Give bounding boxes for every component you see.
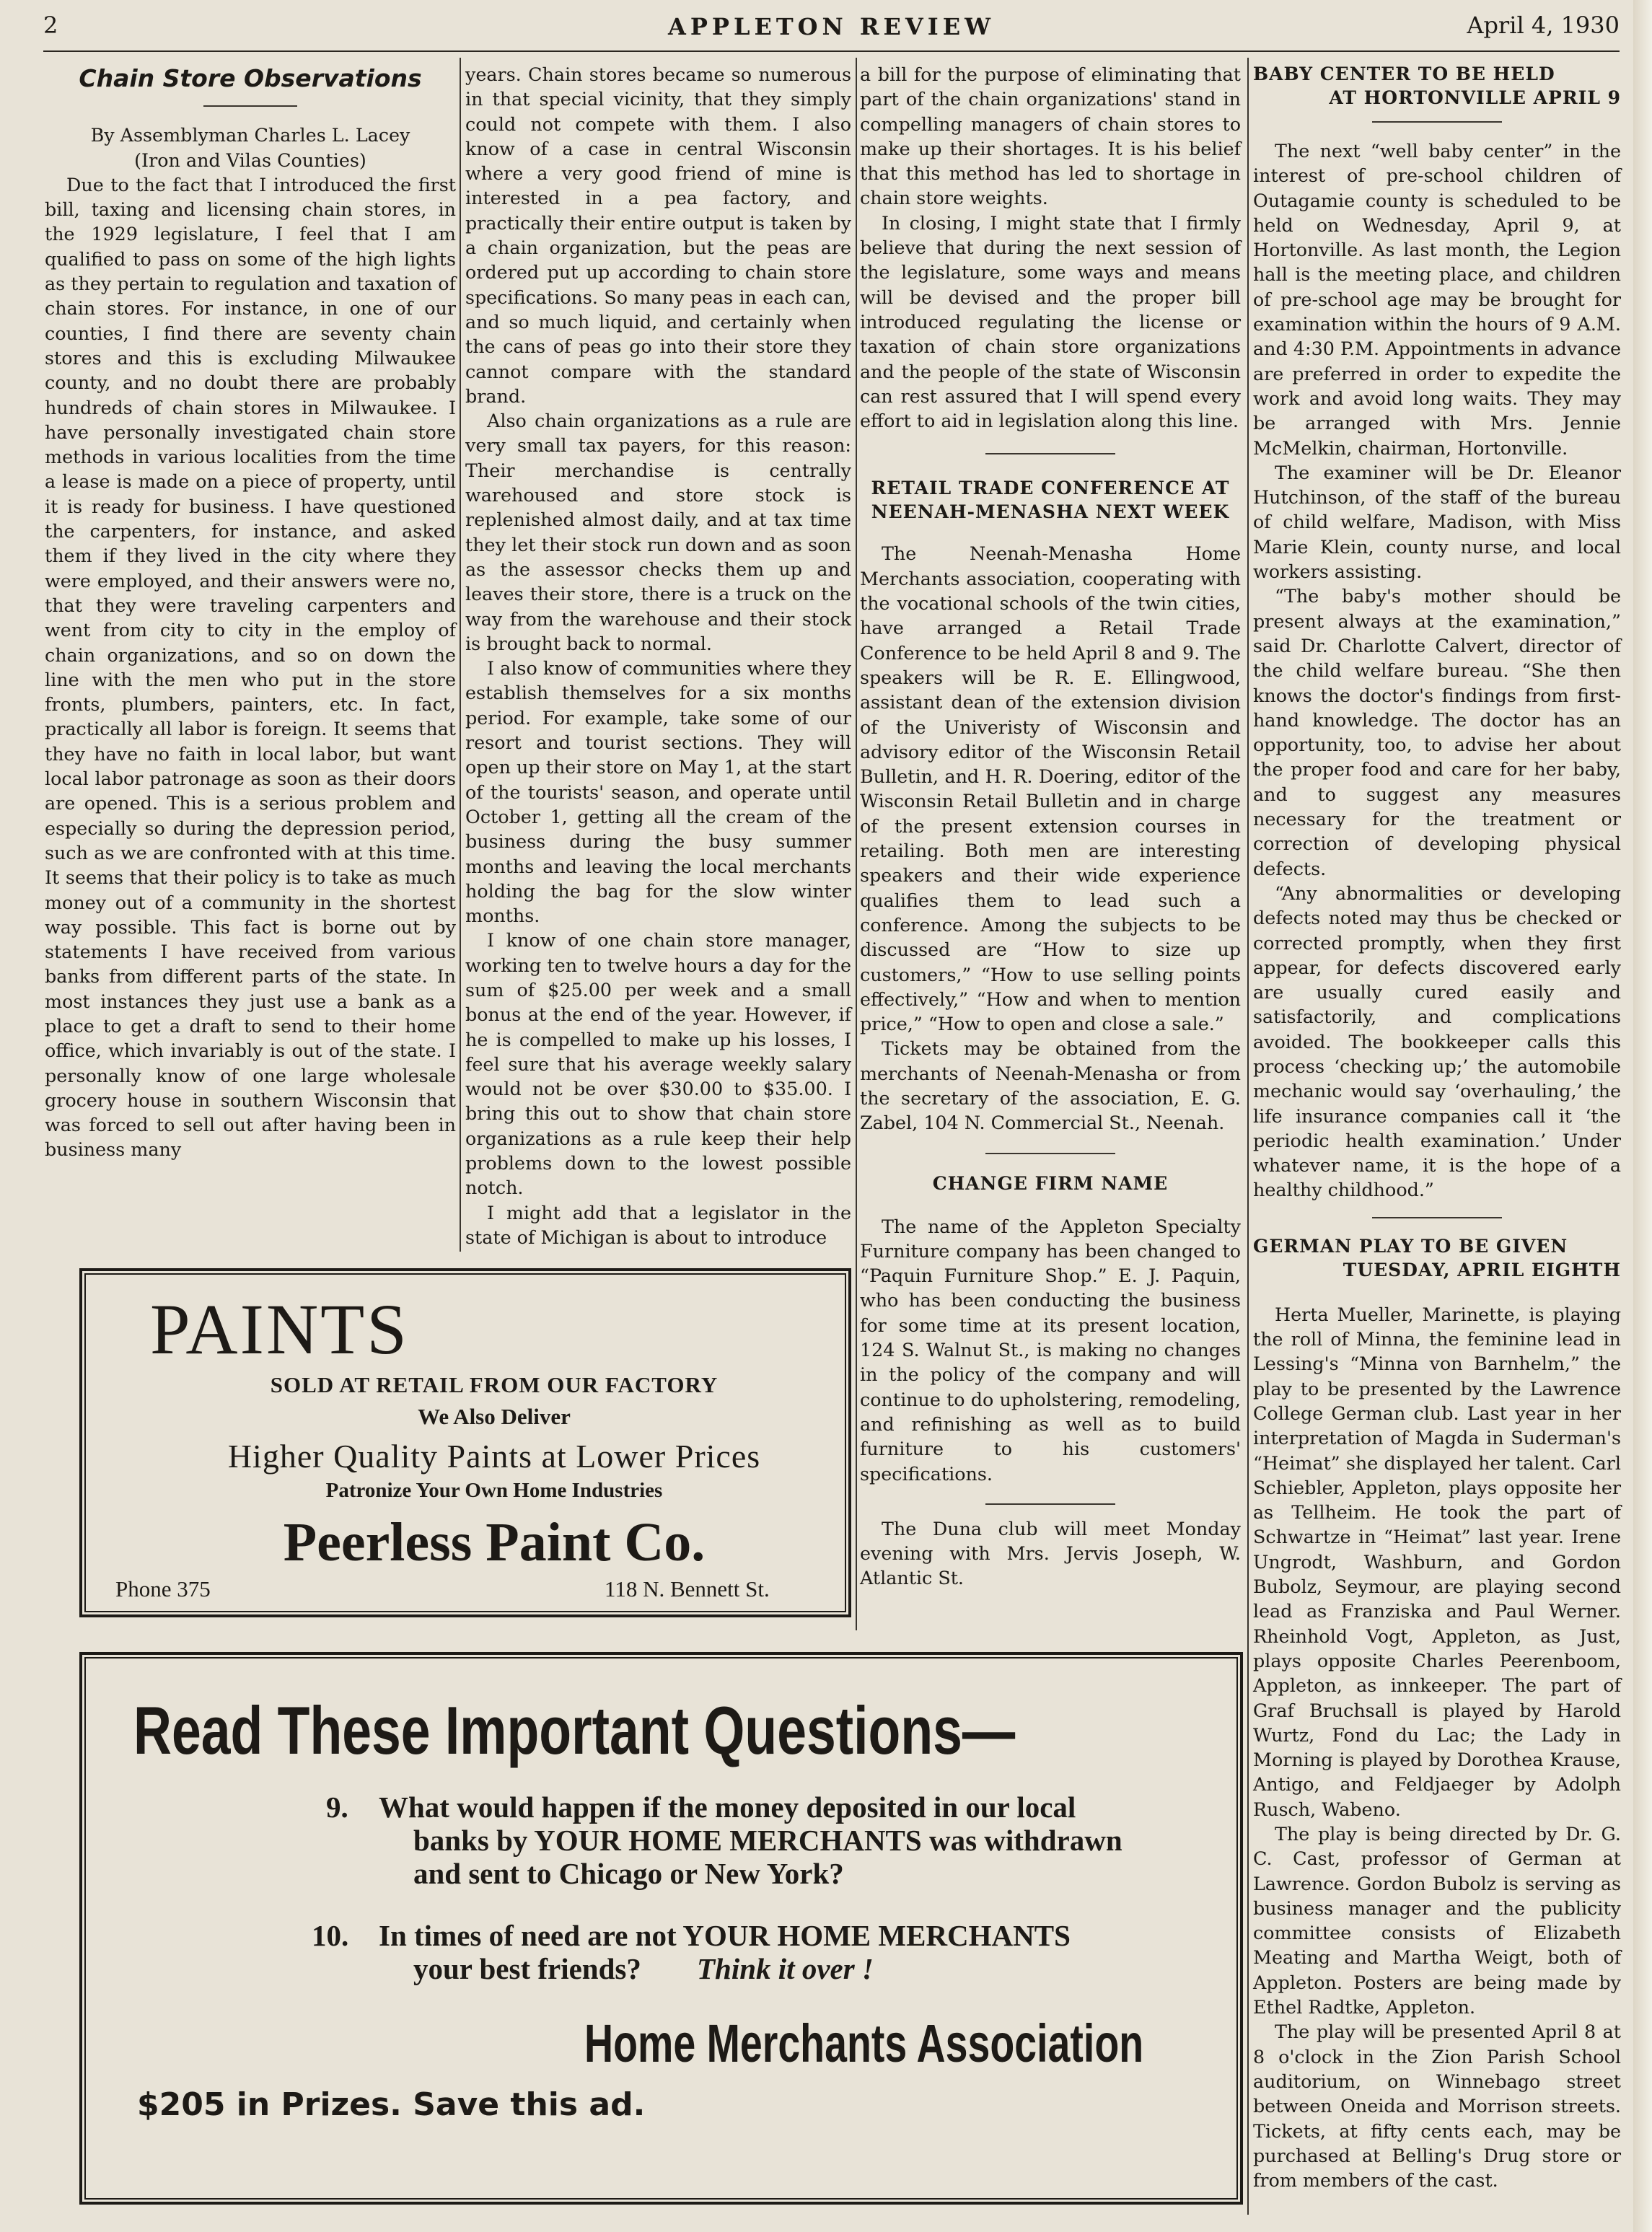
firm-paragraph: The name of the Appleton Specialty Furniture company has been changed to “Paquin Furniture Shop.” E. J. Paquin, who has been conducting the business for some time at its present location, 124 S. Walnut St., is making no changes in the policy of the company and will continue to do upholstering, remodeling, and refinishing as well as to build furniture to his customers' specifications. [860,1215,1241,1485]
question-text: In times of need are not YOUR HOME MERCHANTS [379,1919,1071,1952]
question-text: and sent to Chicago or New York? [413,1857,844,1890]
duna-paragraph: The Duna club will meet Monday evening with Mrs. Jervis Joseph, W. Atlantic St. [860,1517,1241,1589]
german-paragraph: The play will be presented April 8 at 8 o'clock in the Zion Parish School auditorium, on Winnebago street between Oneida and Morrison streets. Tickets, at fifty cents each, may be purchased at Belling's Drug store or from members of the cast. [1253,2021,1621,2192]
chain-store-paragraph: In closing, I might state that I firmly believe that during the next session of the legislature, some ways and means will be devised and the proper bill introduced regulating the license or taxation of chain store organizations and the people of the state of Wisconsin can rest assured that I will spend every effort to aid in legislation along this line. [860,211,1241,432]
retail-paragraph: The Neenah-Menasha Home Merchants association, cooperating with the vocational schools of the twin cities, have arranged a Retail Trade Conference to be held April 8 and 9. The speakers will be R. E. Ellingwood, assistant dean of the extension division of the Univeristy of Wisconsin and advisory editor of the Wisconsin Retail Bulletin, and H. R. Doering, editor of the Wisconsin Retail Bulletin and in charge of the present extension courses in retailing. Both men are interesting speakers and their wide experience qualifies them to lead such a conference. Among the subjects to be discussed are “How to size up customers,” “How to use selling points effectively,” “How and when to mention price,” “How to open and close a sale.” [860,542,1241,1035]
retail-heading-line: NEENAH-MENASHA NEXT WEEK [871,501,1230,523]
german-heading [1253,1234,1621,1282]
paints-ad-company: Peerless Paint Co. [283,1512,706,1573]
question-number: 9. [326,1791,348,1824]
page-header [43,7,1620,48]
byline: By Assemblyman Charles L. Lacey [90,124,410,146]
section-divider [985,1153,1115,1154]
german-paragraph: Herta Mueller, Marinette, is playing the roll of Minna, the feminine lead in Lessing's “Minna von Barnhelm,” the play to be presented by the Lawrence College German club. Last year in her interpretation of Magda in Suderman's “Heimat” she displayed her talent. Carl Schiebler, Appleton, plays opposite her as Tellheim. He took the part of Schwartze in “Heimat” last year. Irene Ungrodt, Washburn, and Gordon Bubolz, Seymour, are playing second lead as Franziska and Paul Werner. Rheinhold Vogt, Appleton, as Just, plays opposite Charles Peerenboom, Appleton, as innkeeper. The part of Graf Bruchsall is played by Harold Wurtz, Fond du Lac; the Lady in Morning is played by Dorothea Krause, Antigo, and Feldjaeger by Adolph Rusch, Wabeno. [1253,1303,1621,1820]
paints-ad-line: We Also Deliver [418,1404,571,1429]
think-it-over: Think it over ! [697,1952,874,1985]
column-divider [1247,58,1249,2215]
chain-store-paragraph: I know of one chain store manager, working ten to twelve hours a day for the sum of $25.00 per week and a small bonus at the end of the year. However, if he is compelled to make up his losses, I feel sure that his average weekly salary would not be over $30.00 to $35.00. I bring this out to show that chain store organizations as a rule keep their help problems down to the lowest possible notch. [465,929,851,1199]
firm-heading: CHANGE FIRM NAME [932,1172,1169,1194]
baby-heading-line: BABY CENTER TO BE HELD [1253,63,1555,84]
retail-heading-line: RETAIL TRADE CONFERENCE AT [871,478,1230,499]
baby-heading-line: AT HORTONVILLE APRIL 9 [1329,87,1621,108]
header-rule [43,50,1620,52]
german-paragraph: The play is being directed by Dr. G. C. Cast, professor of German at Lawrence. Gordon Bubolz is serving as business manager and the publicity committee consists of Elizabeth Meating and Martha Weigt, both of Appleton. Posters are being made by Ethel Radtke, Appleton. [1253,1823,1621,2018]
prizes-note: $205 in Prizes. Save this ad. [137,2086,646,2123]
paints-ad-line: Patronize Your Own Home Industries [325,1479,663,1502]
baby-paragraph: The examiner will be Dr. Eleanor Hutchinson, of the staff of the bureau of child welfare, Madison, with Miss Marie Klein, county nurse, and local workers assisting. [1253,461,1621,583]
issue-date: April 4, 1930 [1467,12,1620,39]
chain-store-paragraph: I might add that a legislator in the state of Michigan is about to introduce [465,1201,851,1248]
column-2 [465,62,851,1249]
chain-store-paragraph: Also chain organizations as a rule are very small tax payers, for this reason: Their merchandise is centrally warehoused and store stock is replenished almost daily, and at tax time they let their stock run down and as soon as the assessor checks them up and leaves their store, there is a truck on the way from the warehouse and their stock is brought back to normal. [465,410,851,654]
chain-store-paragraph: years. Chain stores became so numerous in that special vicinity, that they simply could not compete with them. I also know of a case in central Wisconsin where a very good friend of mine is interested in a pea factory, and practically their entire output is taken by a chain organization, but the peas are ordered put up according to chain store specifications. So many peas in each can, and so much liquid, and certainly when the cans of peas go into their store they cannot compare with the standard brand. [465,63,851,407]
column-divider [460,58,461,1252]
paints-ad-title: PAINTS [150,1289,409,1369]
title-divider [203,105,297,107]
section-divider [1372,121,1502,123]
questions-ad-title: Read These Important Questions— [133,1692,1016,1768]
german-heading-line: GERMAN PLAY TO BE GIVEN [1253,1235,1568,1257]
paints-ad-phone: Phone 375 [115,1576,211,1601]
section-divider [985,1503,1115,1505]
question-number: 10. [312,1919,349,1952]
question-text: What would happen if the money deposited in our local [379,1791,1076,1824]
masthead: APPLETON REVIEW [667,13,996,40]
byline-counties: (Iron and Vilas Counties) [134,149,366,171]
paints-ad-line: SOLD AT RETAIL FROM OUR FACTORY [270,1372,719,1397]
paints-ad-address: 118 N. Bennett St. [605,1576,770,1601]
retail-heading [860,476,1241,524]
baby-paragraph: “The baby's mother should be present always at the examination,” said Dr. Charlotte Calvert, director of the child welfare bureau. “She then knows the doctor's findings from first-hand knowledge. The doctor has an opportunity, too, to advise her about the proper food and care for her baby, and to suggest any measures necessary for the treatment or correction of developing physical defects. [1253,585,1621,879]
section-divider [1372,1217,1502,1218]
baby-heading [1253,62,1621,110]
baby-paragraph: “Any abnormalities or developing defects noted may thus be checked or corrected promptly, when they first appear, for defects discovered early are usually cured easily and satisfactorily, and complications avoided. The bookkeeper calls this process ‘checking up;’ the automobile mechanic would say ‘overhauling,’ the life insurance companies call it ‘the periodic health examination.’ Under whatever name, it is the hope of a healthy childhood.” [1253,882,1621,1201]
column-3 [860,62,1241,1591]
baby-paragraph: The next “well baby center” in the interest of pre-school children of Outagamie county is scheduled to be held on Wednesday, April 9, at Hortonville. As last month, the Legion hall is the meeting place, and children of pre-school age may be brought for examination within the hours of 9 A.M. and 4:30 P.M. Appointments in advance are preferred in order to expedite the work and avoid long waits. They may be arranged with Mrs. Jennie McMelkin, chairman, Hortonville. [1253,140,1621,459]
column-4 [1253,62,1621,2192]
german-heading-line: TUESDAY, APRIL EIGHTH [1343,1259,1621,1280]
chain-store-paragraph: a bill for the purpose of eliminating that part of the chain organizations' stand in compelling managers of chain stores to make up their shortages. It is his belief that this method has led to shortage in chain store weights. [860,63,1241,209]
chain-store-paragraph: I also know of communities where they establish themselves for a six months period. For example, take some of our resort and tourist sections. They will open up their store on May 1, at the start of the tourists' season, and operate until October 1, getting all the cream of the business during the busy summer months and leaving the local merchants holding the bag for the slow winter months. [465,657,851,927]
retail-paragraph: Tickets may be obtained from the merchants of Neenah-Menasha or from the secretary of the association, E. G. Zabel, 104 N. Commercial St., Neenah. [860,1037,1241,1134]
question-text: your best friends? [413,1952,641,1985]
association-name: Home Merchants Association [584,2013,1144,2073]
chain-store-title: Chain Store Observations [79,64,422,92]
section-divider [985,453,1115,454]
column-1 [45,62,456,1162]
question-text: banks by YOUR HOME MERCHANTS was withdrawn [413,1824,1122,1857]
chain-store-paragraph: Due to the fact that I introduced the first bill, taxing and licensing chain stores, in the 1929 legislature, I feel that I am qualified to pass on some of the high lights as they pertain to regulation and taxation of chain stores. For instance, in one of our counties, I find there are seventy chain stores and this is excluding Milwaukee county, and no doubt there are probably hundreds of chain stores in Milwaukee. I have personally investigated chain store methods in various localities from the time a lease is made on a piece of property, until it is ready for business. I have questioned the carpenters, for instance, and asked them if they lived in the city where they were employed, and their answers were no, that they were traveling carpenters and went from city to city in the employ of chain organizations, and so on down the line with the men who put in the store fronts, plumbers, painters, etc. In fact, practically all labor is foreign. It seems that they have no faith in local labor, but want local labor patronage as soon as their doors are opened. This is a serious problem and especially so during the depression period, such as we are confronted with at this time. It seems that their policy is to take as much money out of a community in the shortest way possible. This fact is borne out by statements I have received from various banks from different parts of the state. In most instances they just use a bank as a place to get a draft to send to their home office, which invariably is out of the state. I personally know of one large wholesale grocery house in southern Wisconsin that was forced to sell out after having been in business many [45,173,456,1161]
page-number: 2 [43,12,58,39]
page-edge [1633,0,1652,2232]
paints-ad-slogan: Higher Quality Paints at Lower Prices [227,1438,761,1475]
